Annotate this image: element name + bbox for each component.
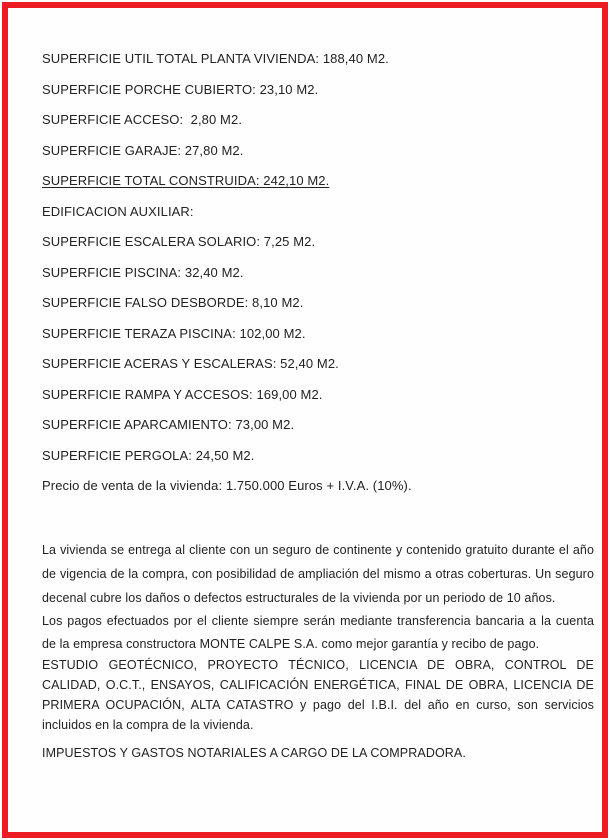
superficie-aceras-escaleras-line: SUPERFICIE ACERAS Y ESCALERAS: 52,40 M2. [42,356,339,371]
superficie-rampa-accesos-line: SUPERFICIE RAMPA Y ACCESOS: 169,00 M2. [42,386,323,402]
superficie-total-construida-line: SUPERFICIE TOTAL CONSTRUIDA: 242,10 M2. [42,173,330,188]
superficie-piscina-line: SUPERFICIE PISCINA: 32,40 M2. [42,264,244,280]
superficie-acceso-line: SUPERFICIE ACCESO: 2,80 M2. [42,112,243,127]
precio-venta-line: Precio de venta de la vivienda: 1.750.000 Euros + I.V.A. (10%). [42,478,412,493]
superficie-porche-line: SUPERFICIE PORCHE CUBIERTO: 23,10 M2. [42,81,319,97]
document-content [8,8,602,832]
superficie-garaje-line: SUPERFICIE GARAJE: 27,80 M2. [42,142,244,158]
edificacion-auxiliar-heading: EDIFICACION AUXILIAR: [42,203,194,219]
superficie-util-total-line: SUPERFICIE UTIL TOTAL PLANTA VIVIENDA: 188,40 M2. [42,51,389,66]
document-page [2,2,608,838]
servicios-incluidos-paragraph: ESTUDIO GEOTÉCNICO, PROYECTO TÉCNICO, LICENCIA DE OBRA, CONTROL DE CALIDAD, O.C.T., ENSAYOS, CALIFICACIÓN ENERGÉTICA, FINAL DE OBRA, LICENCIA DE PRIMERA OCUPACIÓN, ALTA CATASTRO y pago del I.B.I. del año en curso, son servicios incluidos en la compra de la vivienda. [42,658,594,732]
superficie-escalera-solario-line: SUPERFICIE ESCALERA SOLARIO: 7,25 M2. [42,234,316,249]
impuestos-notariales-line: IMPUESTOS Y GASTOS NOTARIALES A CARGO DE LA COMPRADORA. [42,746,466,760]
superficie-aparcamiento-line: SUPERFICIE APARCAMIENTO: 73,00 M2. [42,417,295,432]
superficie-pergola-line: SUPERFICIE PERGOLA: 24,50 M2. [42,447,255,463]
superficie-teraza-piscina-line: SUPERFICIE TERAZA PISCINA: 102,00 M2. [42,325,306,341]
superficie-falso-desborde-line: SUPERFICIE FALSO DESBORDE: 8,10 M2. [42,295,304,310]
seguro-paragraph: La vivienda se entrega al cliente con un seguro de continente y contenido gratuito durante el año de vigencia de la compra, con posibilidad de ampliación del mismo a otras coberturas. Un seguro decenal cubre los daños o defectos estructurales de la vivienda por un periodo de 10 años. [42,543,594,605]
pagos-paragraph: Los pagos efectuados por el cliente siempre serán mediante transferencia bancaria a la cuenta de la empresa constructora MONTE CALPE S.A. como mejor garantía y recibo de pago. [42,614,594,651]
